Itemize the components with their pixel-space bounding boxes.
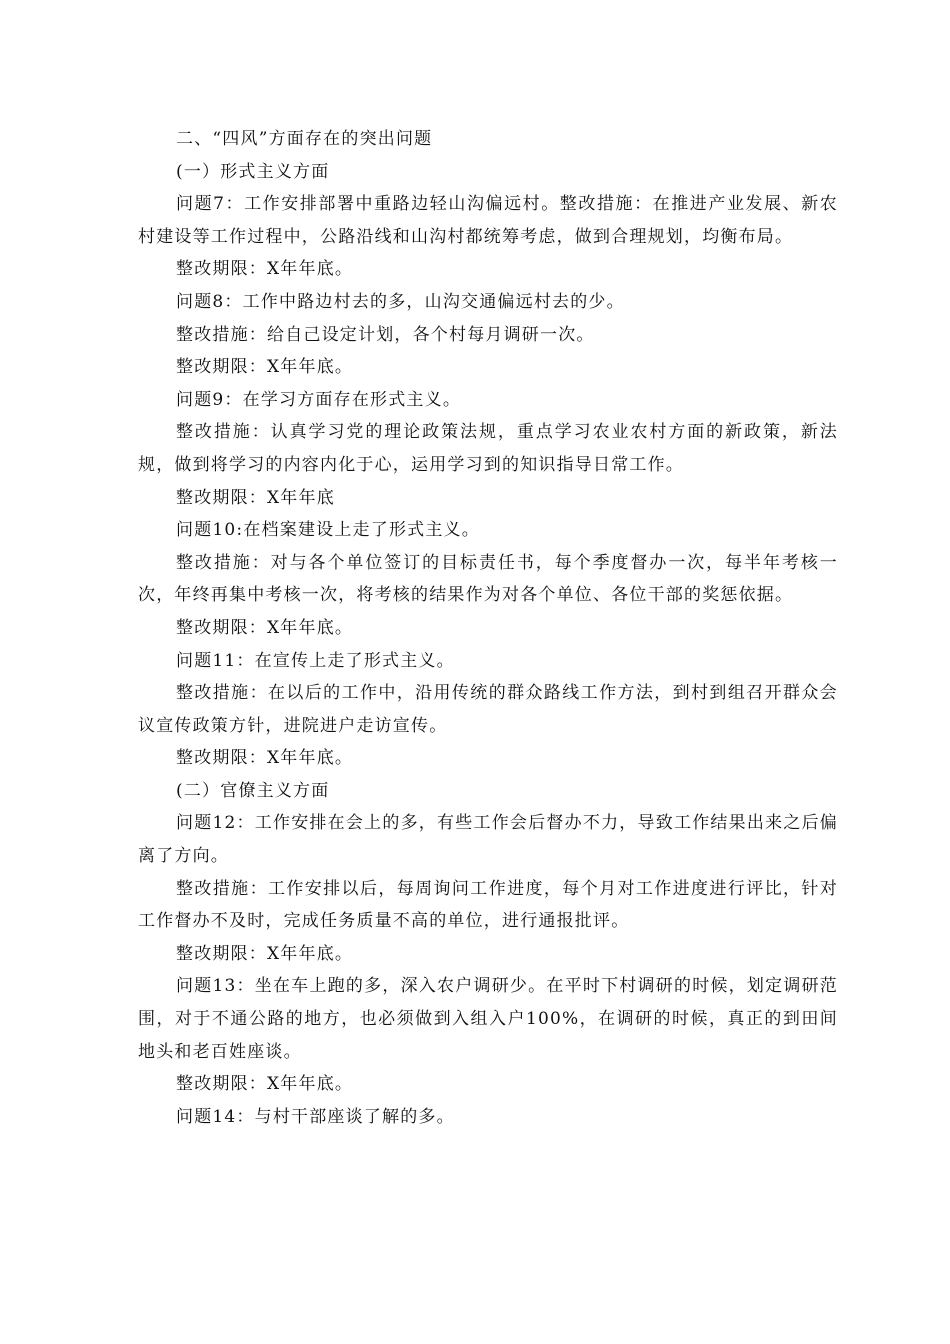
measure-paragraph: 整改措施：在以后的工作中，沿用传统的群众路线工作方法，到村到组召开群众会议宣传政策方针，进院进户走访宣传。 xyxy=(138,683,838,736)
deadline-paragraph: 整改期限：X年年底。 xyxy=(176,748,354,769)
measure-paragraph: 整改措施：工作安排以后，每周询问工作进度，每个月对工作进度进行评比，针对工作督办不及时，完成任务质量不高的单位，进行通报批评。 xyxy=(138,878,838,932)
deadline-paragraph: 整改期限：X年年底。 xyxy=(176,1074,354,1095)
issue-paragraph: 问题11：在宣传上走了形式主义。 xyxy=(176,650,455,671)
issue-paragraph: 问题10:在档案建设上走了形式主义。 xyxy=(176,520,480,541)
issue-paragraph: 问题7：工作安排部署中重路边轻山沟偏远村。整改措施：在推进产业发展、新农村建设等工作过程中，公路沿线和山沟村都统筹考虑，做到合理规划，均衡布局。 xyxy=(138,194,838,247)
issue-paragraph: 问题12：工作安排在会上的多，有些工作会后督办不力，导致工作结果出来之后偏离了方向。 xyxy=(138,813,838,867)
measure-paragraph: 整改措施：对与各个单位签订的目标责任书，每个季度督办一次，每半年考核一次，年终再集中考核一次，将考核的结果作为对各个单位、各位干部的奖惩依据。 xyxy=(138,552,838,606)
deadline-paragraph: 整改期限：X年年底 xyxy=(176,487,335,508)
issue-paragraph: 问题8：工作中路边村去的多，山沟交通偏远村去的少。 xyxy=(176,291,625,312)
deadline-paragraph: 整改期限：X年年底。 xyxy=(176,259,354,280)
section-heading: 二、“四风”方面存在的突出问题 xyxy=(176,129,433,149)
deadline-paragraph: 整改期限：X年年底。 xyxy=(176,943,354,964)
issue-paragraph: 问题13：坐在车上跑的多，深入农户调研少。在平时下村调研的时候，划定调研范围，对于不通公路的地方，也必须做到入组入户100%，在调研的时候，真正的到田间地头和老百姓座谈。 xyxy=(138,976,838,1062)
measure-paragraph: 整改措施：给自己设定计划，各个村每月调研一次。 xyxy=(176,324,595,345)
measure-paragraph: 整改措施：认真学习党的理论政策法规，重点学习农业农村方面的新政策，新法规，做到将学习的内容内化于心，运用学习到的知识指导日常工作。 xyxy=(138,422,838,475)
subsection-heading: (二）官僚主义方面 xyxy=(176,780,330,801)
issue-paragraph: 问题14：与村干部座谈了解的多。 xyxy=(176,1106,455,1127)
document-body xyxy=(138,123,838,1133)
deadline-paragraph: 整改期限：X年年底。 xyxy=(176,617,354,638)
deadline-paragraph: 整改期限：X年年底。 xyxy=(176,357,354,378)
subsection-heading: (一）形式主义方面 xyxy=(176,161,330,182)
issue-paragraph: 问题9：在学习方面存在形式主义。 xyxy=(176,389,462,410)
